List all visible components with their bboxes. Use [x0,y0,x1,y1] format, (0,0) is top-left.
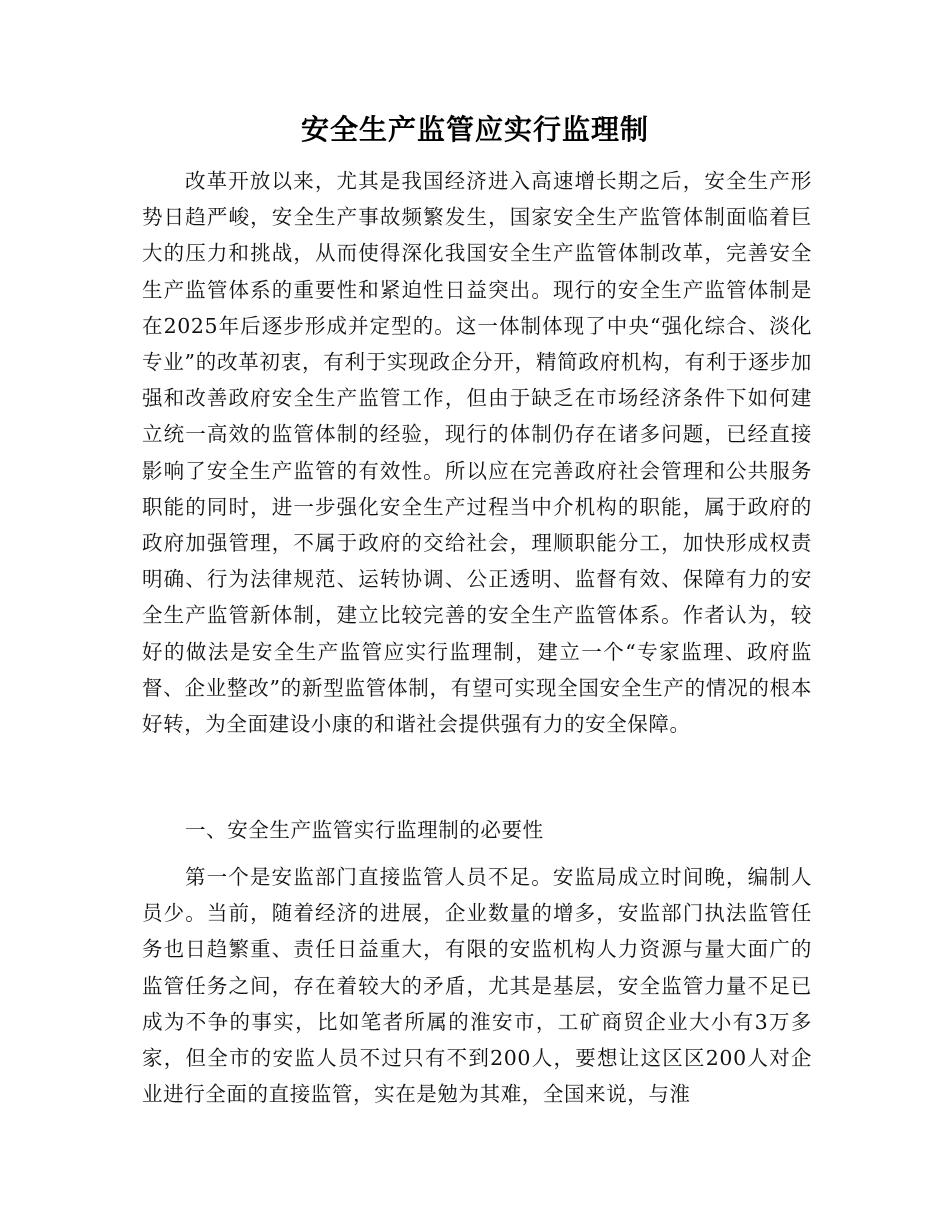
document-title: 安全生产监管应实行监理制 [300,113,649,146]
paragraph-introduction: 改革开放以来，尤其是我国经济进入高速增长期之后，安全生产形势日趋严峻，安全生产事故频繁发生，国家安全生产监管体制面临着巨大的压力和挑战，从而使得深化我国安全生产监管体制改革，完善安全生产监管体系的重要性和紧迫性日益突出。现行的安全生产监管体制是在2025年后逐步形成并定型的。这一体制体现了中央“强化综合、淡化专业”的改革初衷，有利于实现政企分开，精简政府机构，有利于逐步加强和改善政府安全生产监管工作，但由于缺乏在市场经济条件下如何建立统一高效的监管体制的经验，现行的体制仍存在诸多问题，已经直接影响了安全生产监管的有效性。所以应在完善政府社会管理和公共服务职能的同时，进一步强化安全生产过程当中介机构的职能，属于政府的政府加强管理，不属于政府的交给社会，理顺职能分工，加快形成权责明确、行为法律规范、运转协调、公正透明、监督有效、保障有力的安全生产监管新体制，建立比较完善的安全生产监管体系。作者认为，较好的做法是安全生产监管应实行监理制，建立一个“专家监理、政府监督、企业整改”的新型监管体制，有望可实现全国安全生产的情况的根本好转，为全面建设小康的和谐社会提供强有力的安全保障。 [142,169,812,737]
paragraph-first-reason: 第一个是安监部门直接监管人员不足。安监局成立时间晚，编制人员少。当前，随着经济的进展，企业数量的增多，安监部门执法监管任务也日趋繁重、责任日益重大，有限的安监机构人力资源与量大面广的监管任务之间，存在着较大的矛盾，尤其是基层，安全监管力量不足已成为不争的事实，比如笔者所属的淮安市，工矿商贸企业大小有3万多家，但全市的安监人员不过只有不到200人，要想让这区区200人对企业进行全面的直接监管，实在是勉为其难，全国来说，与淮 [142,865,812,1107]
section-heading: 一、安全生产监管实行监理制的必要性 [185,818,544,842]
